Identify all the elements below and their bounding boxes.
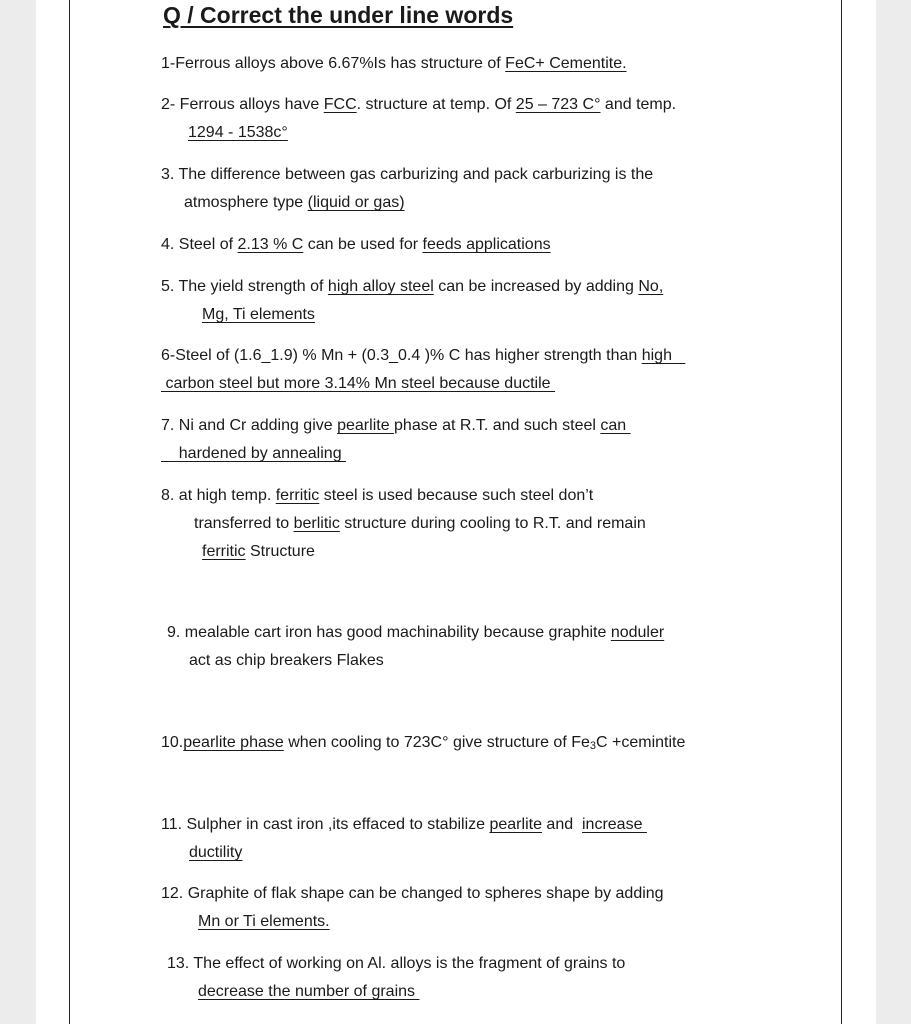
question-2-text: 2- Ferrous alloys have xyxy=(161,96,324,113)
question-10-underlined: pearlite phase xyxy=(183,734,284,751)
question-4-underlined-applications: feeds applications xyxy=(422,236,551,253)
question-6-underlined: high xyxy=(641,347,686,364)
question-3-underlined: (liquid or gas) xyxy=(307,194,405,211)
question-6-line-2 xyxy=(161,370,555,398)
question-8-text: 8. at high temp. xyxy=(161,487,276,504)
question-4-line-1 xyxy=(161,231,551,259)
question-2-text: . structure at temp. Of xyxy=(356,96,516,113)
question-13-underlined: decrease the number of grains xyxy=(198,983,420,1000)
question-13-text: 13. The effect of working on Al. alloys is the fragment of grains to xyxy=(167,955,626,972)
question-6-text: 6-Steel of (1.6_1.9) % Mn + (0.3_0.4 )% C has higher strength than xyxy=(161,347,642,364)
question-13-line-1 xyxy=(167,950,625,978)
question-6-underlined-2: carbon steel but more 3.14% Mn steel because ductile xyxy=(161,375,555,392)
question-3-line-1 xyxy=(161,161,653,189)
question-8-line-1 xyxy=(161,482,593,510)
page-border-left xyxy=(69,0,70,1024)
question-9-underlined: noduler xyxy=(610,624,665,641)
question-11-underlined-increase: increase xyxy=(582,816,647,833)
question-2-underlined-temp-range: 25 – 723 C° xyxy=(515,96,601,113)
question-3-line-2 xyxy=(184,189,405,217)
question-9-text: act as chip breakers Flakes xyxy=(189,652,384,669)
question-2-underlined-temp-range-2: 1294 - 1538c° xyxy=(188,124,288,141)
question-3-text: atmosphere type xyxy=(184,194,308,211)
question-11-underlined-pearlite: pearlite xyxy=(489,816,542,833)
question-7-underlined-phase: pearlite xyxy=(337,417,395,434)
question-9-text: 9. mealable cart iron has good machinability because graphite xyxy=(167,624,611,641)
question-7-text: phase at R.T. and such steel xyxy=(394,417,601,434)
question-8-underlined-ferritic-2: ferritic xyxy=(202,543,246,560)
question-12-line-2 xyxy=(198,908,330,936)
question-5-line-1 xyxy=(161,273,663,301)
question-7-underlined-hardening: can xyxy=(600,417,631,434)
question-9-line-2 xyxy=(189,647,384,675)
question-3-text: 3. The difference between gas carburizing and pack carburizing is the xyxy=(161,166,654,183)
question-9-line-1 xyxy=(167,619,664,647)
question-8-text: transferred to xyxy=(194,515,294,532)
question-4-text: can be used for xyxy=(303,236,423,253)
question-8-text: structure during cooling to R.T. and remain xyxy=(339,515,646,532)
document-page xyxy=(36,0,876,1024)
question-11-text: and xyxy=(541,816,582,833)
question-5-underlined-elements: No, xyxy=(638,278,664,295)
question-7-line-1 xyxy=(161,412,631,440)
page-border-right xyxy=(841,0,842,1024)
question-7-underlined-hardening-2: hardened by annealing xyxy=(161,445,347,462)
question-2-text: and temp. xyxy=(600,96,677,113)
question-1-line-1 xyxy=(161,50,627,78)
question-8-line-2 xyxy=(194,510,646,538)
question-4-underlined-carbon: 2.13 % C xyxy=(237,236,304,253)
question-7-line-2 xyxy=(161,440,346,468)
question-2-line-2 xyxy=(188,119,288,147)
question-11-text: 11. Sulpher in cast iron ,its effaced to stabilize xyxy=(161,816,490,833)
question-1-underlined: FeC+ Cementite. xyxy=(505,55,627,72)
question-4-text: 4. Steel of xyxy=(161,236,238,253)
question-8-line-3 xyxy=(202,538,315,566)
question-12-underlined: Mn or Ti elements. xyxy=(198,913,330,930)
question-12-text: 12. Graphite of flak shape can be changed to spheres shape by adding xyxy=(161,885,664,902)
question-10-subscript: 3 xyxy=(589,740,597,752)
question-5-line-2 xyxy=(202,301,315,329)
question-5-text: 5. The yield strength of xyxy=(161,278,328,295)
question-5-text: can be increased by adding xyxy=(433,278,639,295)
question-12-line-1 xyxy=(161,880,664,908)
question-8-underlined-ferritic: ferritic xyxy=(275,487,320,504)
question-6-line-1 xyxy=(161,342,685,370)
question-5-underlined-steel: high alloy steel xyxy=(327,278,434,295)
question-11-underlined-ductility: ductility xyxy=(189,844,243,861)
question-5-underlined-elements-2: Mg, Ti elements xyxy=(202,306,315,323)
question-7-text: 7. Ni and Cr adding give xyxy=(161,417,338,434)
question-8-underlined-berlitic: berlitic xyxy=(293,515,340,532)
question-10-text: when cooling to 723C° give structure of Fe xyxy=(283,734,590,751)
question-10-text: C +cemintite xyxy=(596,734,686,751)
question-10-line-1 xyxy=(161,729,685,757)
page-title: Q / Correct the under line words xyxy=(163,2,514,28)
question-8-text: Structure xyxy=(245,543,315,560)
question-13-line-2 xyxy=(198,978,419,1006)
question-1-text: 1-Ferrous alloys above 6.67%Is has structure of xyxy=(161,55,506,72)
question-2-line-1 xyxy=(161,91,676,119)
question-2-underlined-structure: FCC xyxy=(323,96,357,113)
question-10-text: 10. xyxy=(161,734,184,751)
question-11-line-2 xyxy=(189,839,242,867)
question-8-text: steel is used because such steel don’t xyxy=(319,487,594,504)
question-11-line-1 xyxy=(161,811,647,839)
